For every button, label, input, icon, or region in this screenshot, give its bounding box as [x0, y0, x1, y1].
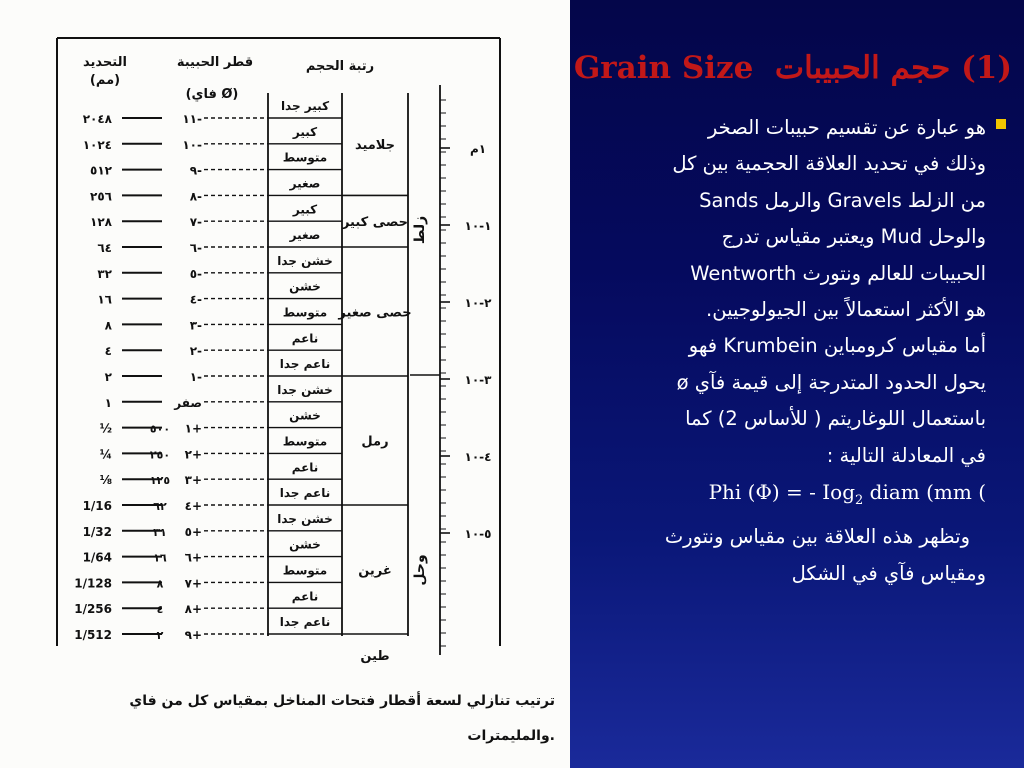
mm-value: 1/256: [74, 602, 112, 617]
subclass-label: ناعم: [291, 460, 319, 475]
phi-value: صفر: [174, 395, 202, 410]
subclass-label: كبير جدا: [280, 99, 330, 114]
mm-value: ⅛: [99, 473, 112, 488]
subclass-label: ناعم: [291, 589, 319, 604]
paragraph-line: والوحل Mud ويعتبر مقياس تدرج: [721, 225, 986, 249]
subclass-label: خشن جدا: [277, 511, 333, 526]
bullet-icon: [996, 119, 1006, 129]
subclass-label: خشن: [289, 279, 321, 294]
phi-value: ٤+: [184, 499, 202, 513]
mm-value: ١: [104, 395, 112, 410]
body-text: [586, 110, 986, 592]
subclass-label: خشن: [289, 537, 321, 552]
paragraph-line: باستعمال اللوغاريتم ( للأساس 2) كما: [685, 407, 986, 431]
phi-value: ٧-: [189, 215, 202, 230]
micron-value: ٥٠٠: [149, 422, 171, 436]
subclass-label: متوسط: [282, 563, 328, 578]
header-limits-unit: (مم): [89, 73, 121, 88]
header-rank: رتبة الحجم: [305, 59, 375, 74]
formula-line: [586, 474, 986, 519]
mm-value: 1/32: [82, 524, 112, 539]
phi-value: ٤-: [189, 292, 202, 307]
formula-right: diam (mm (: [863, 480, 986, 505]
subclass-label: ناعم جدا: [279, 615, 331, 630]
phi-value: ٦-: [189, 241, 202, 255]
mm-value: ٤: [104, 344, 112, 359]
class-label: رمل: [361, 434, 389, 450]
phi-value: ٢-: [189, 344, 202, 359]
title-arabic: (1) حجم الحبيبات: [774, 50, 1012, 86]
phi-value: ١٠-: [182, 137, 202, 152]
class-label: حصى كبير: [341, 215, 409, 231]
micron-value: ٣١: [153, 525, 167, 539]
figure-caption: ترتيب تنازلي لسعة أقطار فتحات المناخل بمقياس كل من فاي: [129, 693, 555, 709]
scale-label: ٥-١٠: [464, 527, 492, 541]
mm-value: ١٦: [97, 292, 112, 307]
formula-subscript: 2: [855, 493, 864, 509]
paragraph-line: في المعادلة التالية :: [826, 443, 986, 467]
phi-value: ٦+: [184, 550, 202, 565]
side-label-mud: وحل: [412, 554, 428, 586]
title-english: Grain Size: [573, 50, 754, 86]
phi-value: ٥-: [189, 266, 202, 281]
mm-value: ٢٠٤٨: [82, 112, 112, 126]
subclass-label: ناعم جدا: [279, 357, 331, 372]
clay-label: طين: [360, 649, 390, 664]
subclass-label: متوسط: [282, 434, 328, 449]
slide-title: [573, 48, 1012, 88]
micron-value: ٤: [156, 603, 164, 617]
phi-value: ٩+: [184, 628, 202, 642]
mm-value: ٨: [104, 318, 112, 333]
phi-value: ١-: [189, 370, 202, 384]
class-label: غرين: [358, 563, 392, 579]
subclass-label: صغير: [289, 228, 321, 243]
phi-value: ٢+: [184, 447, 202, 462]
scale-label: ١م: [469, 142, 487, 156]
formula-left: Phi (Φ) = - Iog: [708, 480, 856, 505]
micron-value: ١٦: [153, 551, 167, 565]
mm-value: 1/512: [74, 628, 112, 642]
scale-label: ٣-١٠: [464, 373, 492, 387]
formula: [708, 480, 986, 509]
phi-value: ٧+: [184, 576, 202, 591]
mm-value: ١٢٨: [90, 215, 112, 230]
subclass-label: ناعم جدا: [279, 486, 331, 501]
paragraph-line: الحبيبات للعالم ونتورث Wentworth: [690, 261, 986, 285]
header-phi-unit: (فاي Ø): [185, 87, 239, 102]
slide-content: [573, 38, 1018, 758]
phi-value: ٩-: [189, 163, 202, 178]
mm-value: ٣٢: [97, 266, 112, 281]
subclass-label: كبير: [292, 202, 318, 217]
paragraph-line: ومقياس فآي في الشكل: [791, 561, 986, 585]
mm-value: ١٠٢٤: [82, 137, 112, 152]
paragraph-line: وتظهر هذه العلاقة بين مقياس ونتورث: [664, 525, 970, 549]
subclass-label: ناعم: [291, 331, 319, 346]
header-phi: قطر الحبيبة: [176, 55, 254, 70]
paragraph-line: يحول الحدود المتدرجة إلى قيمة فآي ø: [676, 370, 986, 394]
scale-label: ٢-١٠: [464, 296, 492, 310]
phi-value: ٣-: [189, 318, 202, 333]
micron-value: ٢: [156, 629, 164, 642]
paragraph-line: من الزلط Gravels والرمل Sands: [699, 188, 986, 212]
phi-value: ٨+: [184, 602, 202, 617]
mm-value: ٢٥٦: [90, 189, 112, 204]
mm-value: 1/128: [74, 576, 112, 591]
scale-label: ١-١٠: [464, 219, 492, 233]
mm-value: ¼: [99, 447, 112, 462]
subclass-label: متوسط: [282, 150, 328, 165]
figure-caption-line2: والمليمترات.: [467, 728, 555, 744]
scale-label: ٤-١٠: [464, 450, 492, 464]
mm-value: 1/16: [82, 499, 112, 513]
phi-value: ١+: [184, 421, 202, 436]
subclass-label: صغير: [289, 176, 321, 191]
paragraph-line: وذلك في تحديد العلاقة الحجمية بين كل: [672, 152, 986, 176]
phi-value: ٨-: [189, 189, 202, 204]
class-label: جلاميد: [354, 137, 396, 153]
class-label: حصى صغير: [338, 305, 412, 321]
subclass-label: كبير: [292, 124, 318, 139]
side-label-gravel: زلط: [412, 215, 428, 245]
header-limits: التحديد: [83, 55, 127, 70]
mm-value: ½: [99, 421, 112, 436]
subclass-label: خشن جدا: [277, 253, 333, 268]
subclass-label: خشن: [289, 408, 321, 423]
mm-value: ٥١٢: [90, 163, 112, 178]
micron-value: ٦٢: [153, 500, 167, 513]
paragraph-line: هو الأكثر استعمالاً بين الجيولوجيين.: [706, 298, 986, 322]
mm-value: 1/64: [82, 550, 112, 565]
mm-value: ٦٤: [97, 241, 112, 255]
mm-value: ٢: [104, 370, 112, 384]
paragraph-line: هو عبارة عن تقسيم حبيبات الصخر: [707, 116, 986, 139]
phi-value: ٥+: [184, 524, 202, 539]
subclass-label: خشن جدا: [277, 382, 333, 397]
micron-value: ١٢٥: [149, 474, 171, 488]
paragraph-line: أما مقياس كرومباين Krumbein فهو: [688, 334, 986, 358]
phi-value: ٣+: [184, 473, 202, 488]
micron-value: ٢٥٠: [149, 448, 171, 462]
subclass-label: متوسط: [282, 305, 328, 320]
micron-value: ٨: [156, 577, 164, 591]
phi-value: ١١-: [182, 112, 202, 126]
